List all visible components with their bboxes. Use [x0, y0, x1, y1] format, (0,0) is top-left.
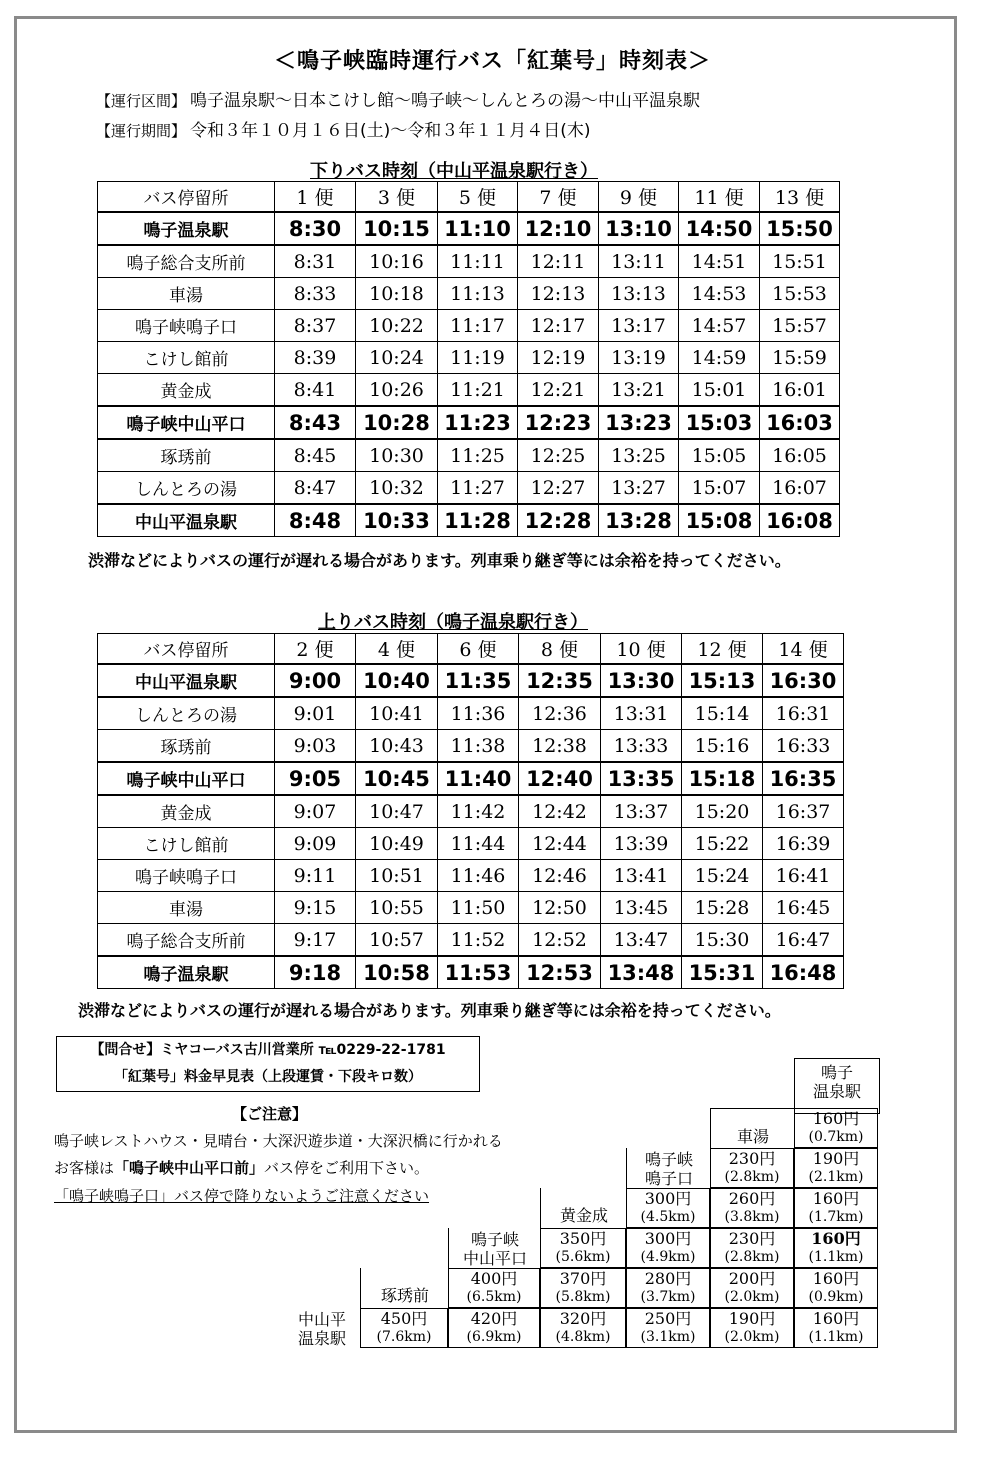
column-header: バス停留所: [98, 634, 275, 665]
table-row: [98, 730, 844, 763]
departure-time: 12:23: [518, 406, 599, 439]
fare-cell: [448, 1268, 540, 1308]
departure-time: 15:16: [682, 730, 763, 763]
column-header: 2 便: [275, 634, 356, 665]
departure-time: 9:17: [275, 924, 356, 957]
departure-time: 14:51: [679, 245, 760, 278]
departure-time: 8:48: [275, 504, 356, 537]
departure-time: 11:38: [438, 730, 519, 763]
departure-time: 15:20: [682, 795, 763, 828]
departure-time: 12:50: [519, 892, 601, 924]
fare-distance: (2.0km): [724, 1329, 780, 1345]
fare-cell: [626, 1268, 710, 1308]
departure-time: 10:22: [356, 310, 438, 342]
caution-line-1: 鳴子峡レストハウス・見晴台・大深沢遊歩道・大深沢橋に行かれる: [54, 1132, 503, 1150]
departure-time: 10:41: [356, 697, 438, 730]
departure-time: 15:28: [682, 892, 763, 924]
departure-time: 12:11: [518, 245, 599, 278]
departure-time: 16:01: [760, 374, 840, 407]
table-row: [98, 406, 840, 439]
departure-time: 13:17: [599, 310, 679, 342]
table-row: [98, 278, 840, 310]
departure-time: 11:52: [438, 924, 519, 957]
header-row: [98, 182, 840, 213]
departure-time: 16:37: [763, 795, 844, 828]
column-header: 4 便: [356, 634, 438, 665]
departure-time: 10:15: [356, 212, 438, 245]
table-row: [98, 342, 840, 374]
stop-name: 鳴子温泉駅: [98, 956, 275, 989]
departure-time: 10:33: [356, 504, 438, 537]
fare-cell: [540, 1228, 626, 1268]
stop-name: 鳴子峡中山平口: [98, 762, 275, 795]
fare-price: 300円: [644, 1229, 692, 1248]
fare-table-title: 「紅葉号」料金早見表（上段運賃・下段キロ数）: [114, 1069, 422, 1085]
fare-distance: (7.6km): [376, 1329, 432, 1345]
departure-time: 10:18: [356, 278, 438, 310]
column-header: 11 便: [679, 182, 760, 213]
departure-time: 9:03: [275, 730, 356, 763]
departure-time: 13:27: [599, 472, 679, 505]
up-timetable: [97, 633, 844, 989]
departure-time: 10:40: [356, 664, 438, 697]
stop-name: 鳴子総合支所前: [98, 924, 275, 957]
departure-time: 16:03: [760, 406, 840, 439]
column-header: バス停留所: [98, 182, 275, 213]
departure-time: 16:47: [763, 924, 844, 957]
route-value: 鳴子温泉駅～日本こけし館～鳴子峡～しんとろの湯～中山平温泉駅: [190, 91, 701, 111]
down-caption: 下りバス時刻（中山平温泉駅行き）: [310, 161, 598, 182]
fare-distance: (4.5km): [640, 1209, 696, 1225]
departure-time: 11:44: [438, 828, 519, 860]
departure-time: 15:08: [679, 504, 760, 537]
departure-time: 14:57: [679, 310, 760, 342]
fare-distance: (0.7km): [808, 1129, 864, 1145]
departure-time: 12:19: [518, 342, 599, 374]
up-notice: 渋滞などによりバスの運行が遅れる場合があります。列車乗り継ぎ等には余裕を持ってください。: [78, 1001, 781, 1020]
stop-label: 中山平口: [462, 1249, 527, 1268]
table-row: [98, 374, 840, 407]
departure-time: 11:11: [438, 245, 518, 278]
departure-time: 15:50: [760, 212, 840, 245]
fare-distance: (5.8km): [555, 1289, 611, 1305]
period-info: [96, 116, 591, 141]
fare-price: 320円: [559, 1309, 607, 1328]
departure-time: 11:53: [438, 956, 519, 989]
departure-time: 11:28: [438, 504, 518, 537]
up-caption: 上りバス時刻（鳴子温泉駅行き）: [318, 612, 588, 633]
fare-distance: (3.1km): [640, 1329, 696, 1345]
down-timetable: [97, 181, 840, 537]
fare-cell: [794, 1148, 878, 1188]
fare-stop-header: [794, 1058, 880, 1114]
departure-time: 12:13: [518, 278, 599, 310]
departure-time: 16:35: [763, 762, 844, 795]
stop-name: 琢琇前: [98, 730, 275, 763]
column-header: 8 便: [519, 634, 601, 665]
departure-time: 15:14: [682, 697, 763, 730]
stop-name: 車湯: [98, 278, 275, 310]
contact-line: 【問合せ】ミヤコーバス古川営業所 ℡0229-22-1781: [90, 1042, 446, 1058]
fare-price: 370円: [559, 1269, 607, 1288]
fare-cell: [710, 1228, 794, 1268]
departure-time: 16:39: [763, 828, 844, 860]
departure-time: 10:45: [356, 762, 438, 795]
column-header: 12 便: [682, 634, 763, 665]
departure-time: 10:57: [356, 924, 438, 957]
departure-time: 15:31: [682, 956, 763, 989]
departure-time: 12:36: [519, 697, 601, 730]
departure-time: 10:47: [356, 795, 438, 828]
departure-time: 10:49: [356, 828, 438, 860]
route-info: [96, 86, 700, 111]
column-header: 5 便: [438, 182, 518, 213]
fare-distance: (2.8km): [724, 1169, 780, 1185]
fare-cell: [794, 1228, 878, 1268]
departure-time: 10:32: [356, 472, 438, 505]
departure-time: 9:05: [275, 762, 356, 795]
departure-time: 12:17: [518, 310, 599, 342]
departure-time: 9:01: [275, 697, 356, 730]
departure-time: 11:25: [438, 439, 518, 472]
fare-price: 280円: [644, 1269, 692, 1288]
departure-time: 15:05: [679, 439, 760, 472]
departure-time: 12:38: [519, 730, 601, 763]
departure-time: 8:41: [275, 374, 356, 407]
departure-time: 8:43: [275, 406, 356, 439]
stop-name: 琢琇前: [98, 439, 275, 472]
departure-time: 13:30: [601, 664, 682, 697]
fare-cell: [626, 1188, 710, 1228]
stop-label: 中山平: [297, 1310, 346, 1329]
fare-price: 350円: [559, 1229, 607, 1248]
departure-time: 8:37: [275, 310, 356, 342]
departure-time: 15:18: [682, 762, 763, 795]
departure-time: 15:03: [679, 406, 760, 439]
column-header: 7 便: [518, 182, 599, 213]
departure-time: 16:07: [760, 472, 840, 505]
table-row: [98, 245, 840, 278]
column-header: 1 便: [275, 182, 356, 213]
departure-time: 16:33: [763, 730, 844, 763]
stop-label: 鳴子: [820, 1063, 853, 1082]
stop-label: 温泉駅: [297, 1329, 346, 1348]
stop-name: こけし館前: [98, 828, 275, 860]
departure-time: 15:07: [679, 472, 760, 505]
stop-name: しんとろの湯: [98, 472, 275, 505]
departure-time: 12:42: [519, 795, 601, 828]
departure-time: 15:59: [760, 342, 840, 374]
fare-price: 300円: [644, 1189, 692, 1208]
fare-price: 160円: [812, 1269, 860, 1288]
departure-time: 13:35: [601, 762, 682, 795]
departure-time: 13:25: [599, 439, 679, 472]
departure-time: 15:24: [682, 860, 763, 892]
fare-distance: (4.9km): [640, 1249, 696, 1265]
departure-time: 11:17: [438, 310, 518, 342]
table-row: [98, 504, 840, 537]
stop-name: 黄金成: [98, 795, 275, 828]
caution-line-3: 「鳴子峡鳴子口」バス停で降りないようご注意ください: [54, 1187, 430, 1205]
stop-label: 鳴子峡: [470, 1230, 519, 1249]
table-row: [98, 795, 844, 828]
stop-name: 鳴子温泉駅: [98, 212, 275, 245]
departure-time: 13:13: [599, 278, 679, 310]
departure-time: 15:53: [760, 278, 840, 310]
fare-cell: [794, 1308, 878, 1348]
departure-time: 8:31: [275, 245, 356, 278]
departure-time: 13:28: [599, 504, 679, 537]
departure-time: 13:45: [601, 892, 682, 924]
departure-time: 15:30: [682, 924, 763, 957]
departure-time: 13:10: [599, 212, 679, 245]
page-title: ＜鳴子峡臨時運行バス「紅葉号」時刻表＞: [273, 49, 711, 74]
caution-text: バス停をご利用下さい。: [264, 1159, 430, 1177]
fare-price: 190円: [812, 1149, 860, 1168]
departure-time: 10:51: [356, 860, 438, 892]
departure-time: 10:28: [356, 406, 438, 439]
stop-label: 琢琇前: [380, 1286, 429, 1305]
departure-time: 12:28: [518, 504, 599, 537]
departure-time: 13:11: [599, 245, 679, 278]
departure-time: 11:42: [438, 795, 519, 828]
departure-time: 13:37: [601, 795, 682, 828]
fare-price: 200円: [728, 1269, 776, 1288]
fare-price: 160円: [812, 1109, 860, 1128]
departure-time: 10:58: [356, 956, 438, 989]
column-header: 10 便: [601, 634, 682, 665]
fare-distance: (6.9km): [466, 1329, 522, 1345]
contact-box: [56, 1036, 480, 1092]
departure-time: 11:40: [438, 762, 519, 795]
departure-time: 13:41: [601, 860, 682, 892]
departure-time: 12:27: [518, 472, 599, 505]
fare-price: 160円: [812, 1189, 860, 1208]
fare-distance: (1.1km): [808, 1329, 864, 1345]
departure-time: 13:48: [601, 956, 682, 989]
departure-time: 12:46: [519, 860, 601, 892]
departure-time: 11:46: [438, 860, 519, 892]
departure-time: 12:10: [518, 212, 599, 245]
fare-distance: (4.8km): [555, 1329, 611, 1345]
stop-name: 中山平温泉駅: [98, 664, 275, 697]
departure-time: 12:52: [519, 924, 601, 957]
fare-stop-label: [284, 1308, 360, 1350]
departure-time: 11:50: [438, 892, 519, 924]
stop-name: しんとろの湯: [98, 697, 275, 730]
departure-time: 10:55: [356, 892, 438, 924]
fare-price: 420円: [470, 1309, 518, 1328]
fare-price: 400円: [470, 1269, 518, 1288]
header-row: [98, 634, 844, 665]
departure-time: 13:33: [601, 730, 682, 763]
table-row: [98, 956, 844, 989]
stop-name: 鳴子峡鳴子口: [98, 310, 275, 342]
departure-time: 9:09: [275, 828, 356, 860]
departure-time: 16:30: [763, 664, 844, 697]
fare-cell: [710, 1308, 794, 1348]
fare-price: 160円: [812, 1309, 860, 1328]
caution-text: お客様は: [54, 1159, 115, 1177]
column-header: 14 便: [763, 634, 844, 665]
fare-distance: (1.1km): [808, 1249, 864, 1265]
fare-cell: [448, 1308, 540, 1348]
departure-time: 8:30: [275, 212, 356, 245]
departure-time: 14:53: [679, 278, 760, 310]
departure-time: 16:08: [760, 504, 840, 537]
table-row: [98, 697, 844, 730]
table-row: [98, 828, 844, 860]
table-row: [98, 310, 840, 342]
departure-time: 11:35: [438, 664, 519, 697]
departure-time: 10:30: [356, 439, 438, 472]
departure-time: 8:39: [275, 342, 356, 374]
departure-time: 15:51: [760, 245, 840, 278]
fare-cell: [794, 1108, 878, 1148]
column-header: 13 便: [760, 182, 840, 213]
fare-distance: (6.5km): [466, 1289, 522, 1305]
fare-cell: [710, 1148, 794, 1188]
departure-time: 13:31: [601, 697, 682, 730]
stop-name: 鳴子総合支所前: [98, 245, 275, 278]
fare-price: 450円: [380, 1309, 428, 1328]
table-row: [98, 472, 840, 505]
fare-distance: (2.1km): [808, 1169, 864, 1185]
departure-time: 14:59: [679, 342, 760, 374]
departure-time: 11:10: [438, 212, 518, 245]
stop-name: 車湯: [98, 892, 275, 924]
departure-time: 16:05: [760, 439, 840, 472]
departure-time: 11:36: [438, 697, 519, 730]
fare-cell: [626, 1308, 710, 1348]
fare-cell: [794, 1188, 878, 1228]
period-label: 【運行期間】: [96, 122, 187, 140]
stop-name: こけし館前: [98, 342, 275, 374]
fare-cell: [710, 1268, 794, 1308]
departure-time: 12:40: [519, 762, 601, 795]
departure-time: 9:11: [275, 860, 356, 892]
departure-time: 11:19: [438, 342, 518, 374]
departure-time: 13:23: [599, 406, 679, 439]
stop-name: 鳴子峡鳴子口: [98, 860, 275, 892]
stop-name: 中山平温泉駅: [98, 504, 275, 537]
fare-price: 230円: [728, 1229, 776, 1248]
departure-time: 12:21: [518, 374, 599, 407]
departure-time: 10:24: [356, 342, 438, 374]
fare-distance: (2.0km): [724, 1289, 780, 1305]
table-row: [98, 892, 844, 924]
departure-time: 13:19: [599, 342, 679, 374]
table-row: [98, 439, 840, 472]
fare-price: 250円: [644, 1309, 692, 1328]
departure-time: 9:00: [275, 664, 356, 697]
fare-distance: (0.9km): [808, 1289, 864, 1305]
departure-time: 9:18: [275, 956, 356, 989]
fare-cell: [626, 1228, 710, 1268]
fare-price: 190円: [728, 1309, 776, 1328]
departure-time: 15:22: [682, 828, 763, 860]
stop-label: 温泉駅: [812, 1082, 861, 1101]
table-row: [98, 212, 840, 245]
table-row: [98, 860, 844, 892]
fare-price: 160円: [811, 1229, 861, 1248]
departure-time: 11:27: [438, 472, 518, 505]
column-header: 6 便: [438, 634, 519, 665]
departure-time: 12:53: [519, 956, 601, 989]
departure-time: 16:45: [763, 892, 844, 924]
fare-distance: (2.8km): [724, 1249, 780, 1265]
departure-time: 10:43: [356, 730, 438, 763]
departure-time: 8:47: [275, 472, 356, 505]
table-row: [98, 924, 844, 957]
departure-time: 11:23: [438, 406, 518, 439]
stop-label: 鳴子峡: [644, 1150, 693, 1169]
table-row: [98, 762, 844, 795]
departure-time: 12:44: [519, 828, 601, 860]
departure-time: 9:07: [275, 795, 356, 828]
departure-time: 11:13: [438, 278, 518, 310]
column-header: 9 便: [599, 182, 679, 213]
departure-time: 13:47: [601, 924, 682, 957]
stop-name: 鳴子峡中山平口: [98, 406, 275, 439]
departure-time: 10:26: [356, 374, 438, 407]
route-label: 【運行区間】: [96, 92, 187, 110]
departure-time: 16:31: [763, 697, 844, 730]
departure-time: 8:33: [275, 278, 356, 310]
caution-heading: 【ご注意】: [232, 1105, 308, 1123]
table-row: [98, 664, 844, 697]
down-notice: 渋滞などによりバスの運行が遅れる場合があります。列車乗り継ぎ等には余裕を持ってください。: [88, 551, 791, 570]
caution-line-2: [54, 1157, 429, 1178]
departure-time: 16:41: [763, 860, 844, 892]
departure-time: 10:16: [356, 245, 438, 278]
fare-stop-label: [448, 1228, 541, 1270]
fare-cell: [360, 1308, 448, 1348]
period-value: 令和３年１０月１６日(土)～令和３年１１月４日(木): [190, 121, 591, 141]
fare-stop-label: [626, 1148, 711, 1190]
stop-label: 黄金成: [559, 1206, 608, 1225]
departure-time: 16:48: [763, 956, 844, 989]
fare-distance: (3.8km): [724, 1209, 780, 1225]
stop-name: 黄金成: [98, 374, 275, 407]
departure-time: 15:01: [679, 374, 760, 407]
departure-time: 8:45: [275, 439, 356, 472]
fare-distance: (5.6km): [555, 1249, 611, 1265]
departure-time: 13:21: [599, 374, 679, 407]
caution-stop-name: 「鳴子峡中山平口前」: [114, 1159, 265, 1177]
fare-cell: [794, 1268, 878, 1308]
fare-cell: [710, 1188, 794, 1228]
stop-label: 鳴子口: [644, 1169, 693, 1188]
departure-time: 14:50: [679, 212, 760, 245]
fare-cell: [540, 1308, 626, 1348]
fare-cell: [540, 1268, 626, 1308]
fare-price: 230円: [728, 1149, 776, 1168]
stop-label: 車湯: [736, 1127, 769, 1146]
fare-distance: (3.7km): [640, 1289, 696, 1305]
column-header: 3 便: [356, 182, 438, 213]
fare-distance: (1.7km): [808, 1209, 864, 1225]
fare-price: 260円: [728, 1189, 776, 1208]
departure-time: 12:35: [519, 664, 601, 697]
departure-time: 9:15: [275, 892, 356, 924]
departure-time: 12:25: [518, 439, 599, 472]
departure-time: 15:13: [682, 664, 763, 697]
departure-time: 13:39: [601, 828, 682, 860]
departure-time: 11:21: [438, 374, 518, 407]
departure-time: 15:57: [760, 310, 840, 342]
